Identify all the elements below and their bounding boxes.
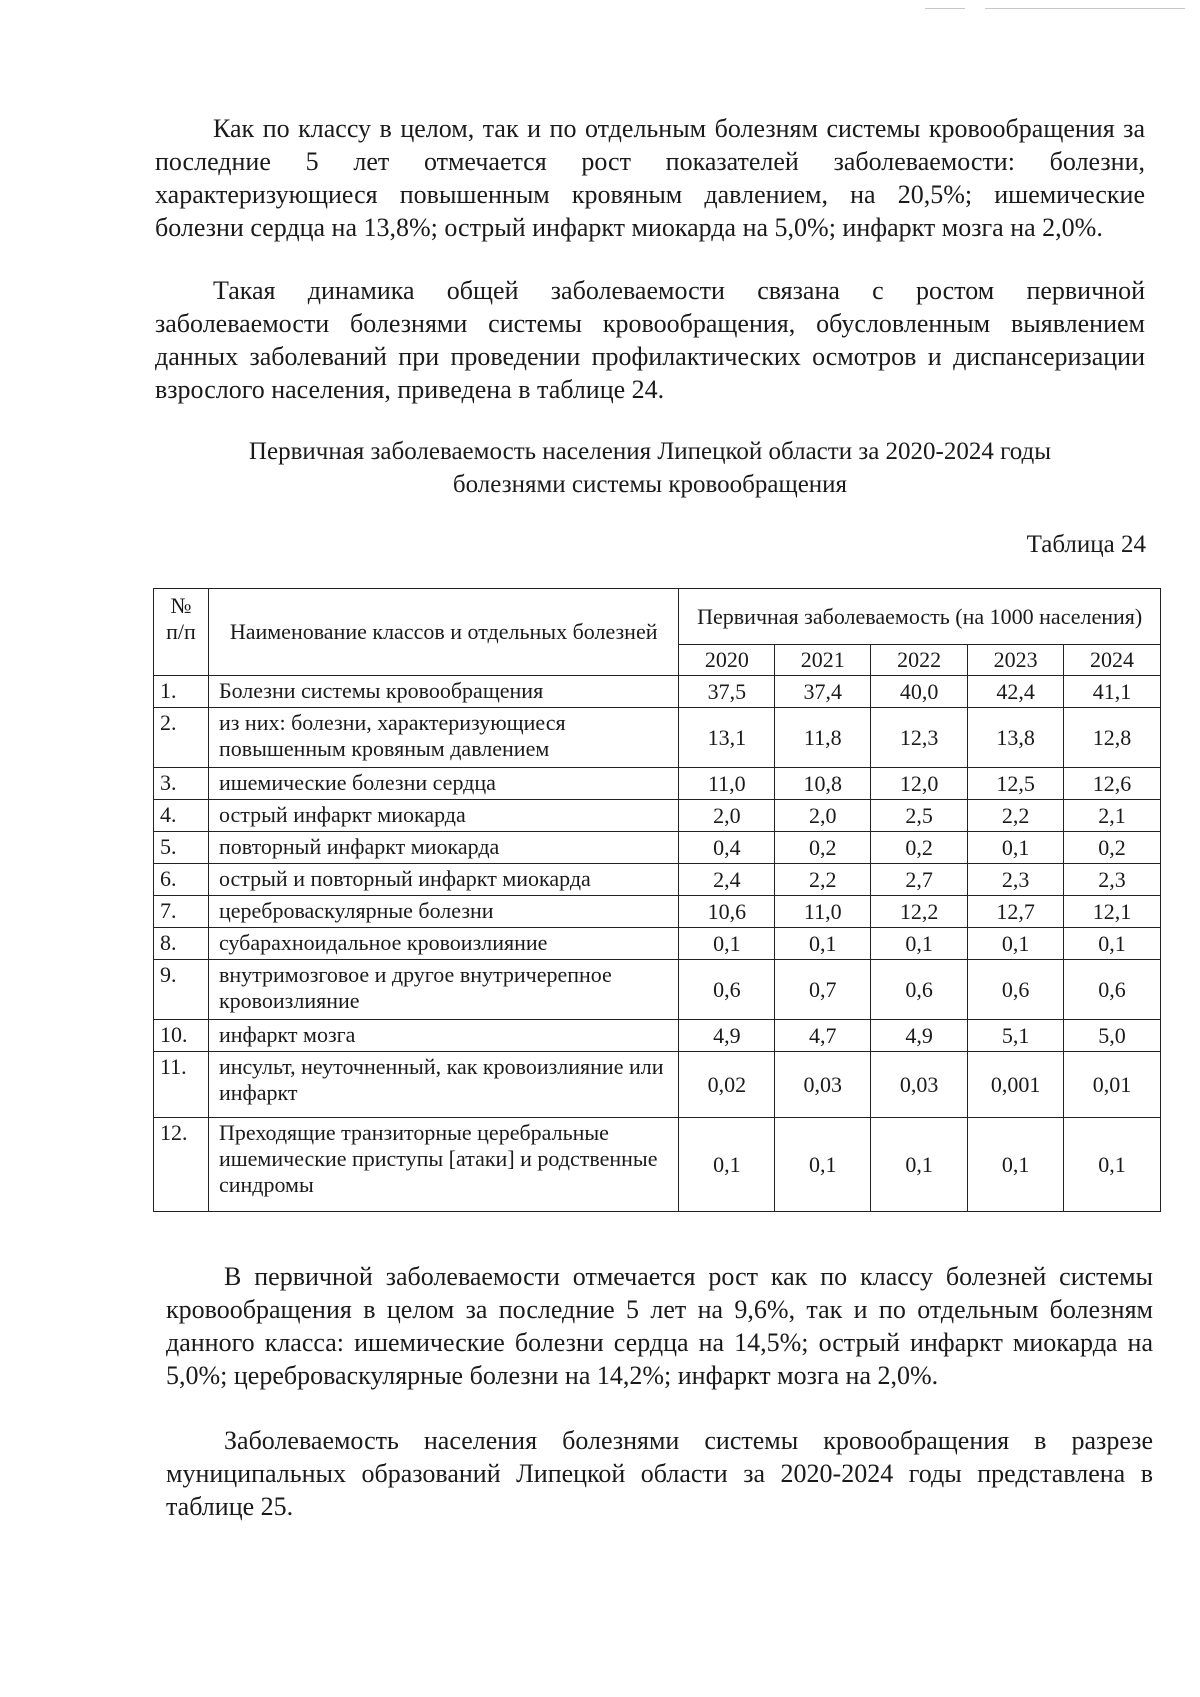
row-value: 0,1 [871, 1118, 968, 1212]
summary-paragraph-1: В первичной заболеваемости отмечается рост как по классу болезней системы кровообращения в целом за последние 5 лет на 9,6%, так и по отдельным болезням данного класса: ишемические болезни сердца на 14,5%; острый инфаркт миокарда на 5,0%; цереброваскулярные болезни на 14,2%; инфаркт мозга на 2,0%. [166, 1262, 1153, 1390]
row-name: повторный инфаркт миокарда [208, 832, 678, 864]
row-value: 12,8 [1064, 708, 1161, 768]
row-name: острый и повторный инфаркт миокарда [208, 864, 678, 896]
row-value: 2,4 [679, 864, 775, 896]
intro-paragraph-1: Как по классу в целом, так и по отдельным болезням системы кровообращения за последние 5 лет отмечается рост показателей заболеваемости: болезни, характеризующиеся повышенным кровяным давлением, на 20,5%; ишемические болезни сердца на 13,8%; острый инфаркт миокарда на 5,0%; инфаркт мозга на 2,0%. [155, 114, 1145, 242]
row-value: 2,5 [871, 800, 968, 832]
row-value: 2,3 [968, 864, 1064, 896]
row-name: ишемические болезни сердца [208, 768, 678, 800]
header-name: Наименование классов и отдельных болезней [208, 589, 678, 676]
row-value: 10,8 [775, 768, 871, 800]
intro-paragraph-2: Такая динамика общей заболеваемости связана с ростом первичной заболеваемости болезнями системы кровообращения, обусловленным выявлением данных заболеваний при проведении профилактических осмотров и диспансеризации взрослого населения, приведена в таблице 24. [155, 276, 1145, 404]
header-year: 2021 [775, 645, 871, 676]
row-value: 2,0 [679, 800, 775, 832]
row-value: 12,1 [1064, 896, 1161, 928]
row-value: 0,1 [968, 1118, 1064, 1212]
row-value: 2,3 [1064, 864, 1161, 896]
table-row [154, 800, 1161, 832]
row-number: 7. [154, 896, 209, 928]
row-value: 2,2 [968, 800, 1064, 832]
row-name: внутримозговое и другое внутричерепное кровоизлияние [208, 960, 678, 1020]
row-value: 0,1 [679, 1118, 775, 1212]
table-row [154, 1052, 1161, 1118]
row-value: 0,2 [775, 832, 871, 864]
row-number: 2. [154, 708, 209, 768]
table-row [154, 960, 1161, 1020]
row-value: 4,7 [775, 1020, 871, 1052]
row-value: 37,4 [775, 676, 871, 708]
row-value: 0,1 [871, 928, 968, 960]
row-value: 11,8 [775, 708, 871, 768]
row-value: 0,1 [968, 928, 1064, 960]
scan-mark [925, 8, 965, 9]
table-row [154, 1118, 1161, 1212]
row-value: 0,6 [871, 960, 968, 1020]
row-number: 6. [154, 864, 209, 896]
row-value: 2,1 [1064, 800, 1161, 832]
table-row [154, 768, 1161, 800]
scan-mark [985, 8, 1185, 9]
row-value: 13,8 [968, 708, 1064, 768]
table-row [154, 1020, 1161, 1052]
row-value: 0,2 [871, 832, 968, 864]
incidence-table [153, 588, 1161, 1212]
row-value: 5,1 [968, 1020, 1064, 1052]
row-number: 8. [154, 928, 209, 960]
row-value: 42,4 [968, 676, 1064, 708]
row-value: 0,03 [871, 1052, 968, 1118]
row-name: инсульт, неуточненный, как кровоизлияние или инфаркт [208, 1052, 678, 1118]
row-value: 11,0 [775, 896, 871, 928]
row-value: 13,1 [679, 708, 775, 768]
row-value: 10,6 [679, 896, 775, 928]
row-value: 41,1 [1064, 676, 1161, 708]
row-number: 5. [154, 832, 209, 864]
row-value: 0,001 [968, 1052, 1064, 1118]
table-row [154, 864, 1161, 896]
summary-paragraph-2: Заболеваемость населения болезнями системы кровообращения в разрезе муниципальных образований Липецкой области за 2020-2024 годы представлена в таблице 25. [166, 1426, 1153, 1521]
row-value: 12,5 [968, 768, 1064, 800]
row-value: 0,1 [679, 928, 775, 960]
row-value: 11,0 [679, 768, 775, 800]
row-name: Болезни системы кровообращения [208, 676, 678, 708]
row-value: 5,0 [1064, 1020, 1161, 1052]
table-number-label: Таблица 24 [1026, 531, 1146, 558]
row-number: 11. [154, 1052, 209, 1118]
header-year: 2024 [1064, 645, 1161, 676]
row-value: 4,9 [679, 1020, 775, 1052]
row-value: 37,5 [679, 676, 775, 708]
row-value: 0,01 [1064, 1052, 1161, 1118]
row-name: из них: болезни, характеризующиеся повышенным кровяным давлением [208, 708, 678, 768]
table-title-line-1: Первичная заболеваемость населения Липецкой области за 2020-2024 годы [248, 438, 1052, 465]
row-value: 0,1 [1064, 1118, 1161, 1212]
row-name: Преходящие транзиторные церебральные ишемические приступы [атаки] и родственные синдромы [208, 1118, 678, 1212]
row-value: 12,0 [871, 768, 968, 800]
row-value: 0,2 [1064, 832, 1161, 864]
header-year: 2023 [968, 645, 1064, 676]
row-value: 0,6 [968, 960, 1064, 1020]
table-row [154, 676, 1161, 708]
row-number: 12. [154, 1118, 209, 1212]
header-group: Первичная заболеваемость (на 1000 населения) [679, 589, 1161, 645]
header-number: № п/п [154, 589, 209, 676]
row-value: 2,7 [871, 864, 968, 896]
row-value: 12,7 [968, 896, 1064, 928]
table-title [150, 435, 1150, 501]
header-year: 2020 [679, 645, 775, 676]
row-value: 12,2 [871, 896, 968, 928]
row-value: 2,0 [775, 800, 871, 832]
row-value: 4,9 [871, 1020, 968, 1052]
row-value: 0,4 [679, 832, 775, 864]
row-value: 0,1 [775, 928, 871, 960]
row-value: 0,03 [775, 1052, 871, 1118]
header-year: 2022 [871, 645, 968, 676]
row-number: 1. [154, 676, 209, 708]
row-name: острый инфаркт миокарда [208, 800, 678, 832]
row-name: цереброваскулярные болезни [208, 896, 678, 928]
row-value: 0,6 [679, 960, 775, 1020]
row-value: 40,0 [871, 676, 968, 708]
row-name: инфаркт мозга [208, 1020, 678, 1052]
table-row [154, 896, 1161, 928]
row-value: 12,3 [871, 708, 968, 768]
row-value: 0,6 [1064, 960, 1161, 1020]
table-row [154, 832, 1161, 864]
row-value: 2,2 [775, 864, 871, 896]
table-title-line-2: болезнями системы кровообращения [452, 471, 848, 498]
row-value: 12,6 [1064, 768, 1161, 800]
row-value: 0,7 [775, 960, 871, 1020]
row-value: 0,1 [968, 832, 1064, 864]
row-number: 4. [154, 800, 209, 832]
row-number: 9. [154, 960, 209, 1020]
table-row [154, 928, 1161, 960]
row-value: 0,1 [775, 1118, 871, 1212]
row-value: 0,1 [1064, 928, 1161, 960]
row-number: 10. [154, 1020, 209, 1052]
row-value: 0,02 [679, 1052, 775, 1118]
row-number: 3. [154, 768, 209, 800]
table-row [154, 708, 1161, 768]
row-name: субарахноидальное кровоизлияние [208, 928, 678, 960]
